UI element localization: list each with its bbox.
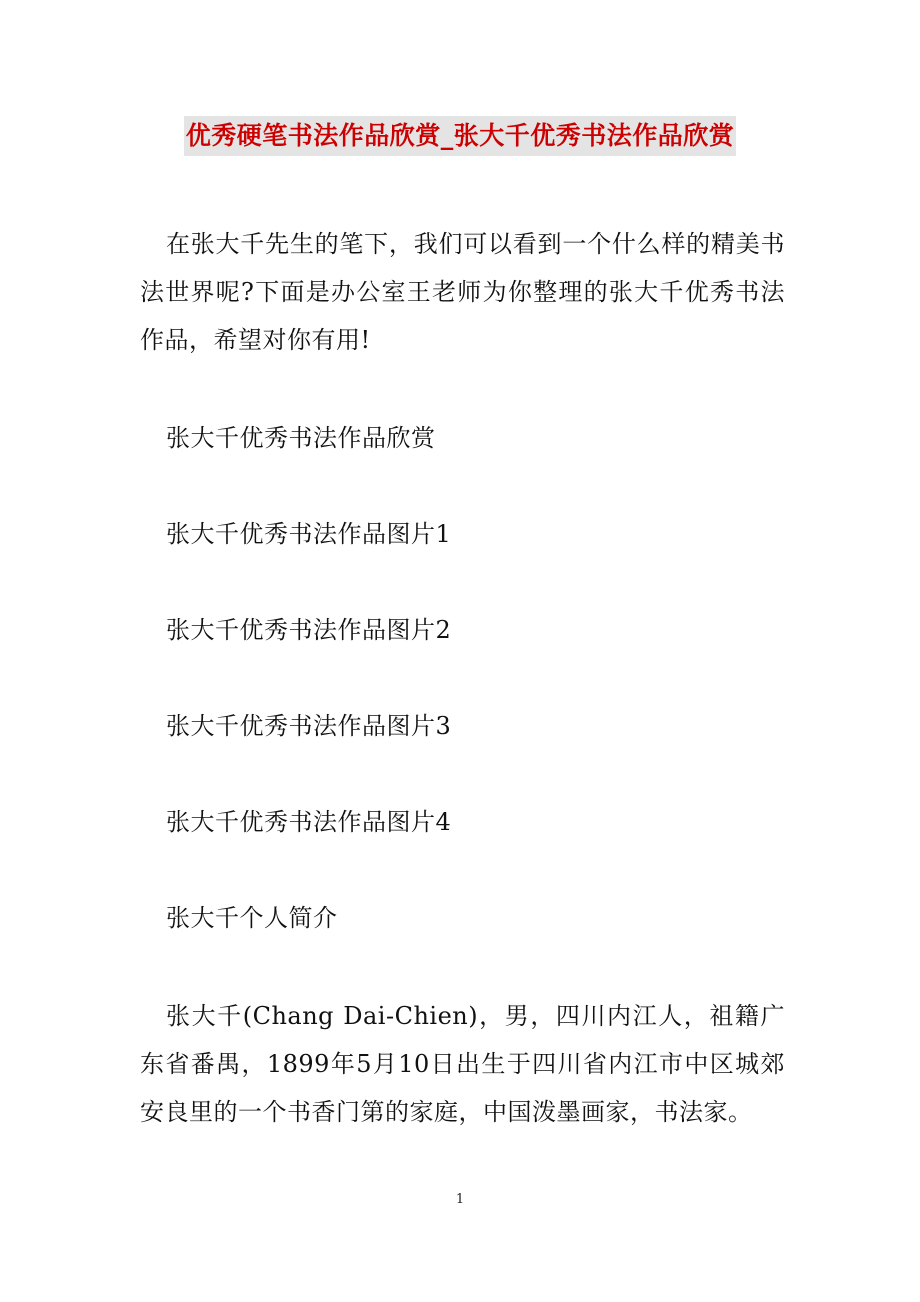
biography-paragraph: 张大千(Chang Dai-Chien)，男，四川内江人，祖籍广东省番禺，1899年5月10日出生于四川省内江市中区城郊安良里的一个书香门第的家庭，中国泼墨画家，书法家。 — [140, 1002, 785, 1126]
title-container — [0, 116, 920, 156]
image-caption-2: 张大千优秀书法作品图片2 — [166, 616, 452, 644]
document-title: 优秀硬笔书法作品欣赏_张大千优秀书法作品欣赏 — [184, 116, 737, 156]
intro-paragraph: 在张大千先生的笔下，我们可以看到一个什么样的精美书法世界呢?下面是办公室王老师为你整理的张大千优秀书法作品，希望对你有用! — [140, 230, 785, 354]
page-number: 1 — [455, 1192, 465, 1207]
section-heading-appreciation: 张大千优秀书法作品欣赏 — [166, 424, 436, 452]
image-caption-4: 张大千优秀书法作品图片4 — [166, 808, 452, 836]
image-caption-3: 张大千优秀书法作品图片3 — [166, 712, 452, 740]
image-caption-1: 张大千优秀书法作品图片1 — [166, 520, 452, 548]
section-heading-biography: 张大千个人简介 — [166, 904, 338, 932]
